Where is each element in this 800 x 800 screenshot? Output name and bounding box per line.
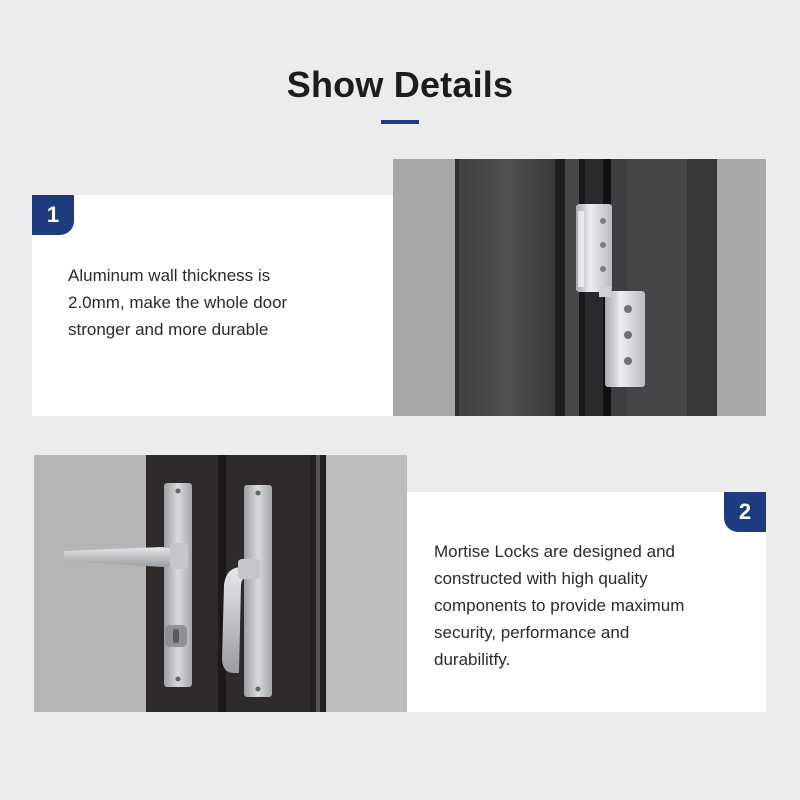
detail-text-2: Mortise Locks are designed and constructed with high quality components to provide maximum security, performance and durabilitfy.	[434, 542, 685, 669]
lock-handle-photo	[34, 455, 407, 712]
detail-number-badge-2: 2	[724, 492, 766, 532]
detail-text-1: Aluminum wall thickness is 2.0mm, make the whole door stronger and more durable	[68, 266, 288, 339]
title-underline	[381, 120, 419, 124]
detail-number-badge-1: 1	[32, 195, 74, 235]
page-title: Show Details	[286, 64, 514, 105]
hinge-photo	[393, 159, 766, 416]
